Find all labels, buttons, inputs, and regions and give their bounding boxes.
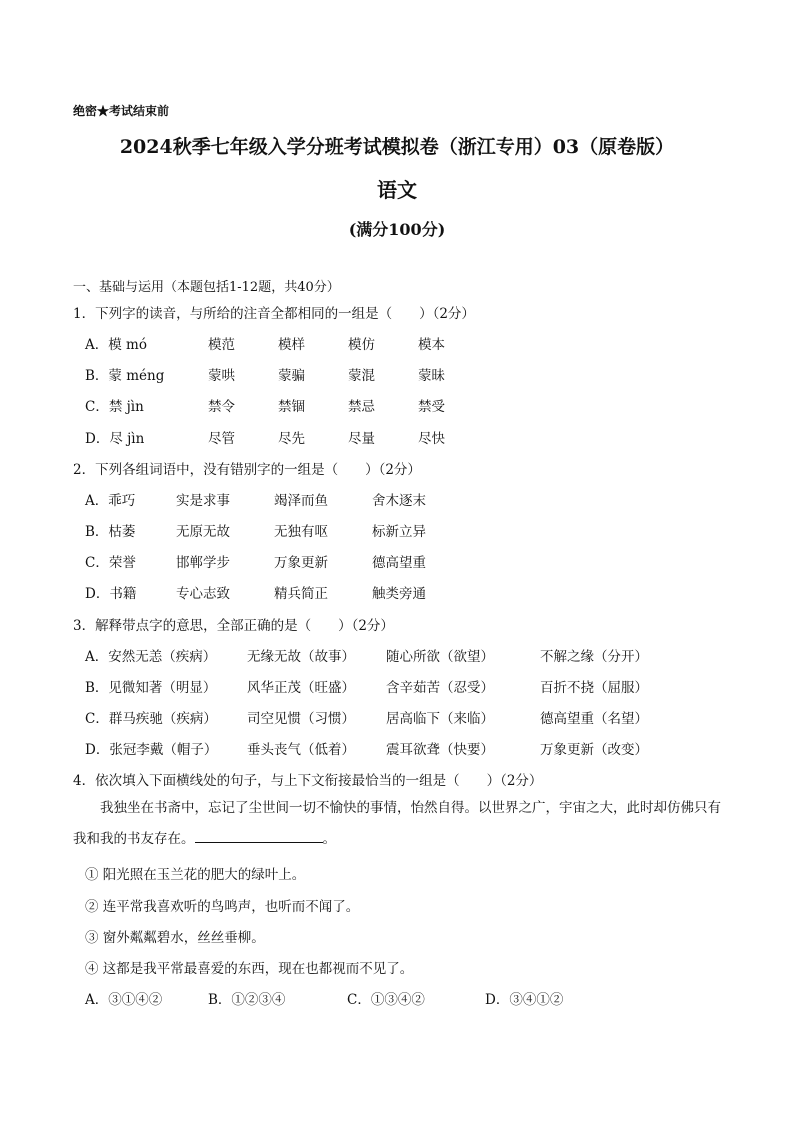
option-word: 舍木逐末: [372, 493, 426, 509]
question-4-passage: [73, 793, 733, 855]
section-heading: 一、基础与运用（本题包括1-12题，共40分）: [73, 280, 340, 295]
option-item: 不解之缘（分开）: [540, 649, 648, 665]
sentence-3: ③ 窗外粼粼碧水，丝丝垂柳。: [85, 930, 265, 946]
sentence-4: ④ 这都是我平常最喜爱的东西，现在也都视而不见了。: [85, 961, 414, 977]
option-item: 风华正茂（旺盛）: [247, 680, 355, 696]
option-d: D．③④①②: [485, 992, 564, 1008]
option-word: 无独有呕: [274, 524, 328, 540]
option-word: 蒙混: [348, 368, 375, 384]
option-word: 无原无故: [176, 524, 230, 540]
option-item: A．安然无恙（疾病）: [85, 649, 217, 665]
option-item: B．见微知著（明显）: [85, 680, 217, 696]
option-label: D．尽 jìn: [85, 431, 145, 447]
option-word: 禁忌: [348, 399, 375, 415]
subject-title: 语文: [377, 178, 417, 202]
option-label: B．枯萎: [85, 524, 136, 540]
fill-blank: [195, 828, 323, 843]
option-word: 触类旁通: [372, 586, 426, 602]
option-item: 万象更新（改变）: [540, 742, 648, 758]
confidential-label: 绝密★考试结束前: [73, 104, 170, 118]
option-word: 尽先: [278, 431, 305, 447]
option-word: 蒙昧: [418, 368, 445, 384]
question-4-stem: 4．依次填入下面横线处的句子，与上下文衔接最恰当的一组是（ ）（2分）: [73, 773, 543, 789]
option-word: 尽管: [208, 431, 235, 447]
question-2-stem: 2．下列各组词语中，没有错别字的一组是（ ）（2分）: [73, 462, 421, 478]
option-item: 百折不挠（屈服）: [540, 680, 648, 696]
option-word: 邯郸学步: [176, 555, 230, 571]
passage-end: 。: [322, 831, 336, 847]
option-label: A．乖巧: [85, 493, 136, 509]
option-label: C．禁 jìn: [85, 399, 144, 415]
sentence-2: ② 连平常我喜欢听的鸟鸣声，也听而不闻了。: [85, 899, 360, 915]
option-item: 居高临下（来临）: [386, 711, 494, 727]
option-item: 震耳欲聋（快要）: [386, 742, 494, 758]
option-item: 垂头丧气（低着）: [247, 742, 355, 758]
option-word: 万象更新: [274, 555, 328, 571]
option-word: 竭泽而鱼: [274, 493, 328, 509]
question-1-stem: 1．下列字的读音，与所给的注音全都相同的一组是（ ）（2分）: [73, 306, 475, 322]
option-item: 随心所欲（欲望）: [386, 649, 494, 665]
option-label: C．荣誉: [85, 555, 136, 571]
option-item: 含辛茹苦（忍受）: [386, 680, 494, 696]
option-word: 精兵简正: [274, 586, 328, 602]
option-label: D．书籍: [85, 586, 137, 602]
option-word: 蒙骗: [278, 368, 305, 384]
option-item: 无缘无故（故事）: [247, 649, 355, 665]
option-word: 模样: [278, 337, 305, 353]
full-score: (满分100分): [348, 220, 446, 239]
option-word: 模仿: [348, 337, 375, 353]
option-word: 禁令: [208, 399, 235, 415]
option-word: 德高望重: [372, 555, 426, 571]
option-label: A．模 mó: [85, 337, 147, 353]
option-word: 专心志致: [176, 586, 230, 602]
option-item: D．张冠李戴（帽子）: [85, 742, 218, 758]
option-word: 禁锢: [278, 399, 305, 415]
option-item: C．群马疾驰（疾病）: [85, 711, 217, 727]
option-word: 蒙哄: [208, 368, 235, 384]
option-word: 模范: [208, 337, 235, 353]
option-word: 模本: [418, 337, 445, 353]
option-word: 实是求事: [176, 493, 230, 509]
passage-text: 我独坐在书斋中，忘记了尘世间一切不愉快的事情，怡然自得。以世界之广，宇宙之大，此时却仿佛只有我和我的书友存在。: [73, 800, 721, 847]
option-item: 德高望重（名望）: [540, 711, 648, 727]
option-a: A．③①④②: [85, 992, 163, 1008]
option-item: 司空见惯（习惯）: [247, 711, 355, 727]
option-c: C．①③④②: [347, 992, 425, 1008]
question-3-stem: 3．解释带点字的意思，全部正确的是（ ）（2分）: [73, 618, 394, 634]
option-label: B．蒙 méng: [85, 368, 165, 384]
exam-title: 2024秋季七年级入学分班考试模拟卷（浙江专用）03（原卷版）: [119, 136, 675, 158]
sentence-1: ① 阳光照在玉兰花的肥大的绿叶上。: [85, 867, 306, 883]
option-word: 尽快: [418, 431, 445, 447]
option-word: 尽量: [348, 431, 375, 447]
option-b: B．①②③④: [208, 992, 286, 1008]
option-word: 标新立异: [372, 524, 426, 540]
option-word: 禁受: [418, 399, 445, 415]
